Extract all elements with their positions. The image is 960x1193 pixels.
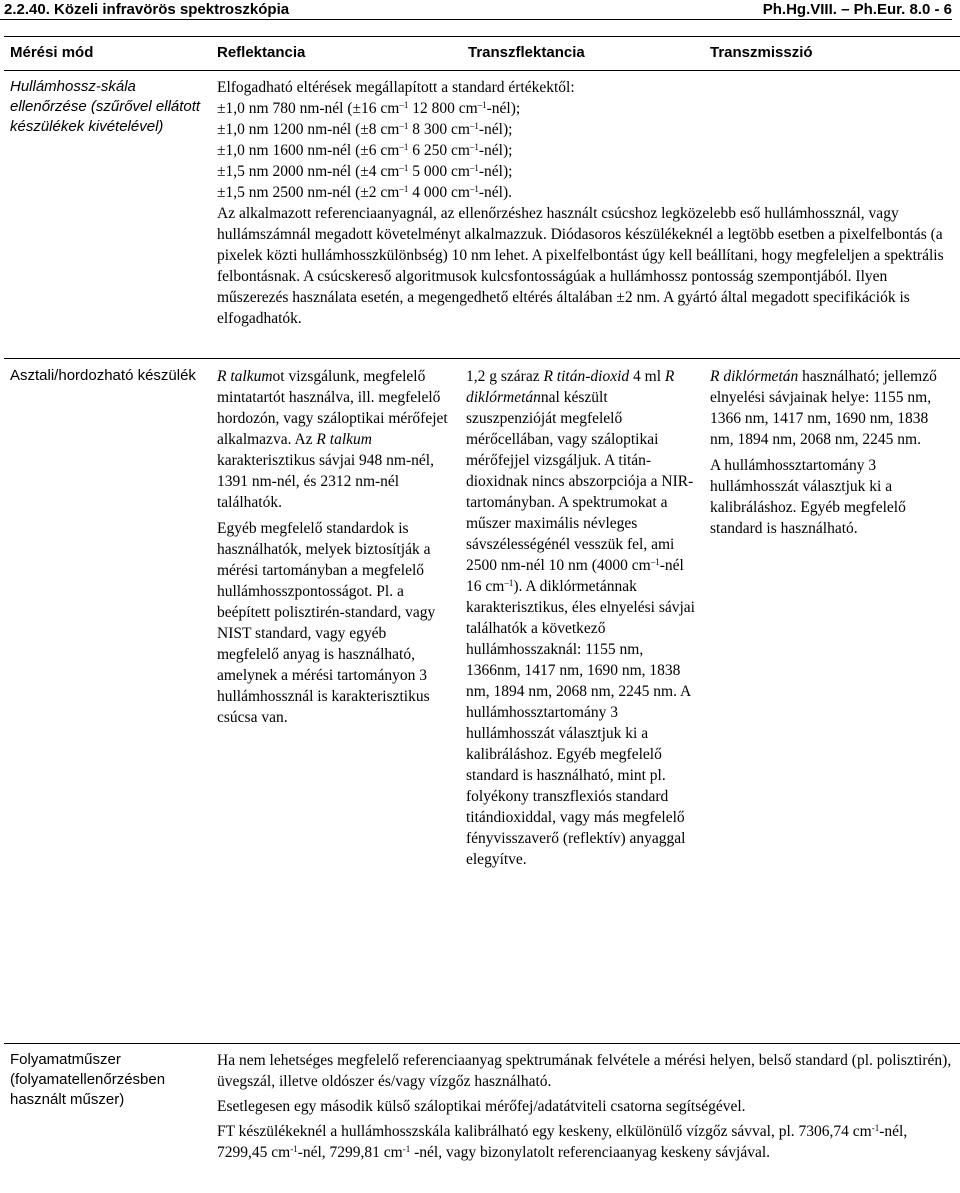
process-paragraph: Esetlegesen egy második külső száloptikai mérőfej/adatátviteli csatorna segítségével.	[217, 1098, 746, 1115]
reflectance-paragraph: Egyéb megfelelő standardok is használhatók, melyek biztosítják a mérési tartományban a megfelelő hullámhosszpontosságot. Pl. a beépített polisztirén-standard, vagy NIST standard, vagy egyéb megfelelő anyag is használható, amelynek a mérési tartományon 3 hullámhossznál is karakterisztikus csúcsa van.	[217, 520, 436, 726]
table-head-rule	[4, 70, 960, 71]
row-rule	[4, 358, 960, 359]
column-header-transmission: Transzmisszió	[710, 44, 813, 61]
column-header-reflectance: Reflektancia	[217, 44, 306, 61]
header-rule	[0, 19, 952, 20]
tolerance-line: ±1,5 nm 2000 nm-nél (±4 $cm^{-1}$ 5 000 $cm^{-1}-nél$);	[217, 163, 513, 180]
process-paragraph: FT készülékeknél a hullámhosszskála kalibrálható egy keskeny, elkülönülő vízgőz sávval, pl. 7306,74 $cm^{-1}$-nél, 7299,45 $cm^{-1}$-nél, 7299,81 $cm^{-1}$ -nél, vagy bizonylatolt referenciaanyag keskeny sávjával.	[217, 1123, 908, 1161]
tolerance-intro: Elfogadható eltérések megállapított a standard értékektől:	[217, 79, 575, 96]
process-paragraph: Ha nem lehetséges megfelelő referenciaanyag spektrumának felvétele a mérési helyen, belső standard (pl. polisztirén), üvegszál, illetve oldószer és/vagy vízgőz használható.	[217, 1052, 952, 1090]
transflectance-cell	[466, 366, 696, 870]
transmission-paragraph: R diklórmetán használható; jellemző elnyelési sávjainak helye: 1155 nm, 1366 nm, 1417 nm, 1690 nm, 1838 nm, 1894 nm, 2068 nm, 2245 nm.	[710, 368, 937, 448]
column-header-mode: Mérési mód	[10, 44, 94, 61]
row-label-wavelength-check: Hullámhossz-skála ellenőrzése (szűrővel ellátott készülékek kivételével)	[10, 78, 201, 135]
tolerance-paragraph: Az alkalmazott referenciaanyagnál, az ellenőrzéshez használt csúcshoz legközelebb eső hullámhossznál, vagy hullámszámnál megadott követelményt alkalmazzuk. Diódasoros készülékeknél a legtöbb esetben a pixelfelbontás (a pixelek közti hullámhosszkülönbség) 10 nm lehet. A pixelfelbontást úgy kell beállítani, hogy megfeleljen a spektrális felbontásnak. A csúcskereső algoritmusok kulcsfontosságúak a hullámhossz pontosság szempontjából. Ilyen műszerezés használata esetén, a megengedhető eltérés általában ±2 nm. A gyártó által megadott specifikációk is elfogadhatók.	[217, 205, 944, 327]
pharmacopoeia-reference: Ph.Hg.VIII. – Ph.Eur. 8.0 - 6	[762, 1, 952, 18]
row-label-process-instrument: Folyamatműszer (folyamatellenőrzésben használt műszer)	[10, 1051, 166, 1108]
process-instrument-cell	[217, 1050, 953, 1163]
row-label-benchtop: Asztali/hordozható készülék	[10, 367, 196, 384]
tolerance-line: ±1,0 nm 1600 nm-nél (±6 $cm^{-1}$ 6 250 $cm^{-1}-nél$);	[217, 142, 513, 159]
table-top-rule	[4, 36, 960, 37]
transmission-paragraph: A hullámhossztartomány 3 hullámhosszát választjuk ki a kalibráláshoz. Egyéb megfelelő standard is használható.	[710, 457, 906, 537]
reflectance-cell	[217, 366, 449, 728]
transflectance-paragraph: 1,2 g száraz R titán-dioxid 4 ml R diklórmetánnal készült szuszpenzióját megfelelő mérőcellában, vagy száloptikai mérőfejjel vizsgáljuk. A titán-dioxidnak nincs abszorpciója a NIR-tartományban. A spektrumokat a műszer maximális névleges sávszélességénél vesszük fel, ami 2500 nm-nél 10 nm (4000 $cm^{-1}$-nél 16 $cm^{-1}$). A diklórmetánnak karakterisztikus, éles elnyelési sávjai találhatók a következő hullámhosszaknál: 1155 nm, 1366nm, 1417 nm, 1690 nm, 1838 nm, 1894 nm, 2068 nm, 2245 nm. A hullámhossztartomány 3 hullámhosszát választjuk ki a kalibráláshoz. Egyéb megfelelő standard is használható, mint pl. folyékony transzflexiós standard titándioxiddal, vagy más megfelelő fényvisszaverő (reflektív) anyaggal elegyítve.	[466, 368, 695, 868]
tolerance-line: ±1,5 nm 2500 nm-nél (±2 $cm^{-1}$ 4 000 $cm^{-1}-nél$).	[217, 184, 513, 201]
wavelength-tolerance-block	[217, 77, 955, 329]
section-title: 2.2.40. Közeli infravörös spektroszkópia	[4, 1, 290, 18]
running-header	[4, 0, 952, 20]
reflectance-paragraph: R talkumot vizsgálunk, megfelelő mintatartót használva, ill. megfelelő hordozón, vagy száloptikai mérőfejet alkalmazva. Az R talkum karakterisztikus sávjai 948 nm-nél, 1391 nm-nél, és 2312 nm-nél találhatók.	[217, 368, 448, 511]
row-rule	[4, 1043, 960, 1044]
column-header-transflectance: Transzflektancia	[468, 44, 585, 61]
tolerance-line: ±1,0 nm 780 nm-nél (±16 $cm^{-1}$ 12 800 $cm^{-1}-nél$);	[217, 100, 521, 117]
transmission-cell	[710, 366, 955, 539]
tolerance-line: ±1,0 nm 1200 nm-nél (±8 $cm^{-1}$ 8 300 $cm^{-1}-nél$);	[217, 121, 513, 138]
